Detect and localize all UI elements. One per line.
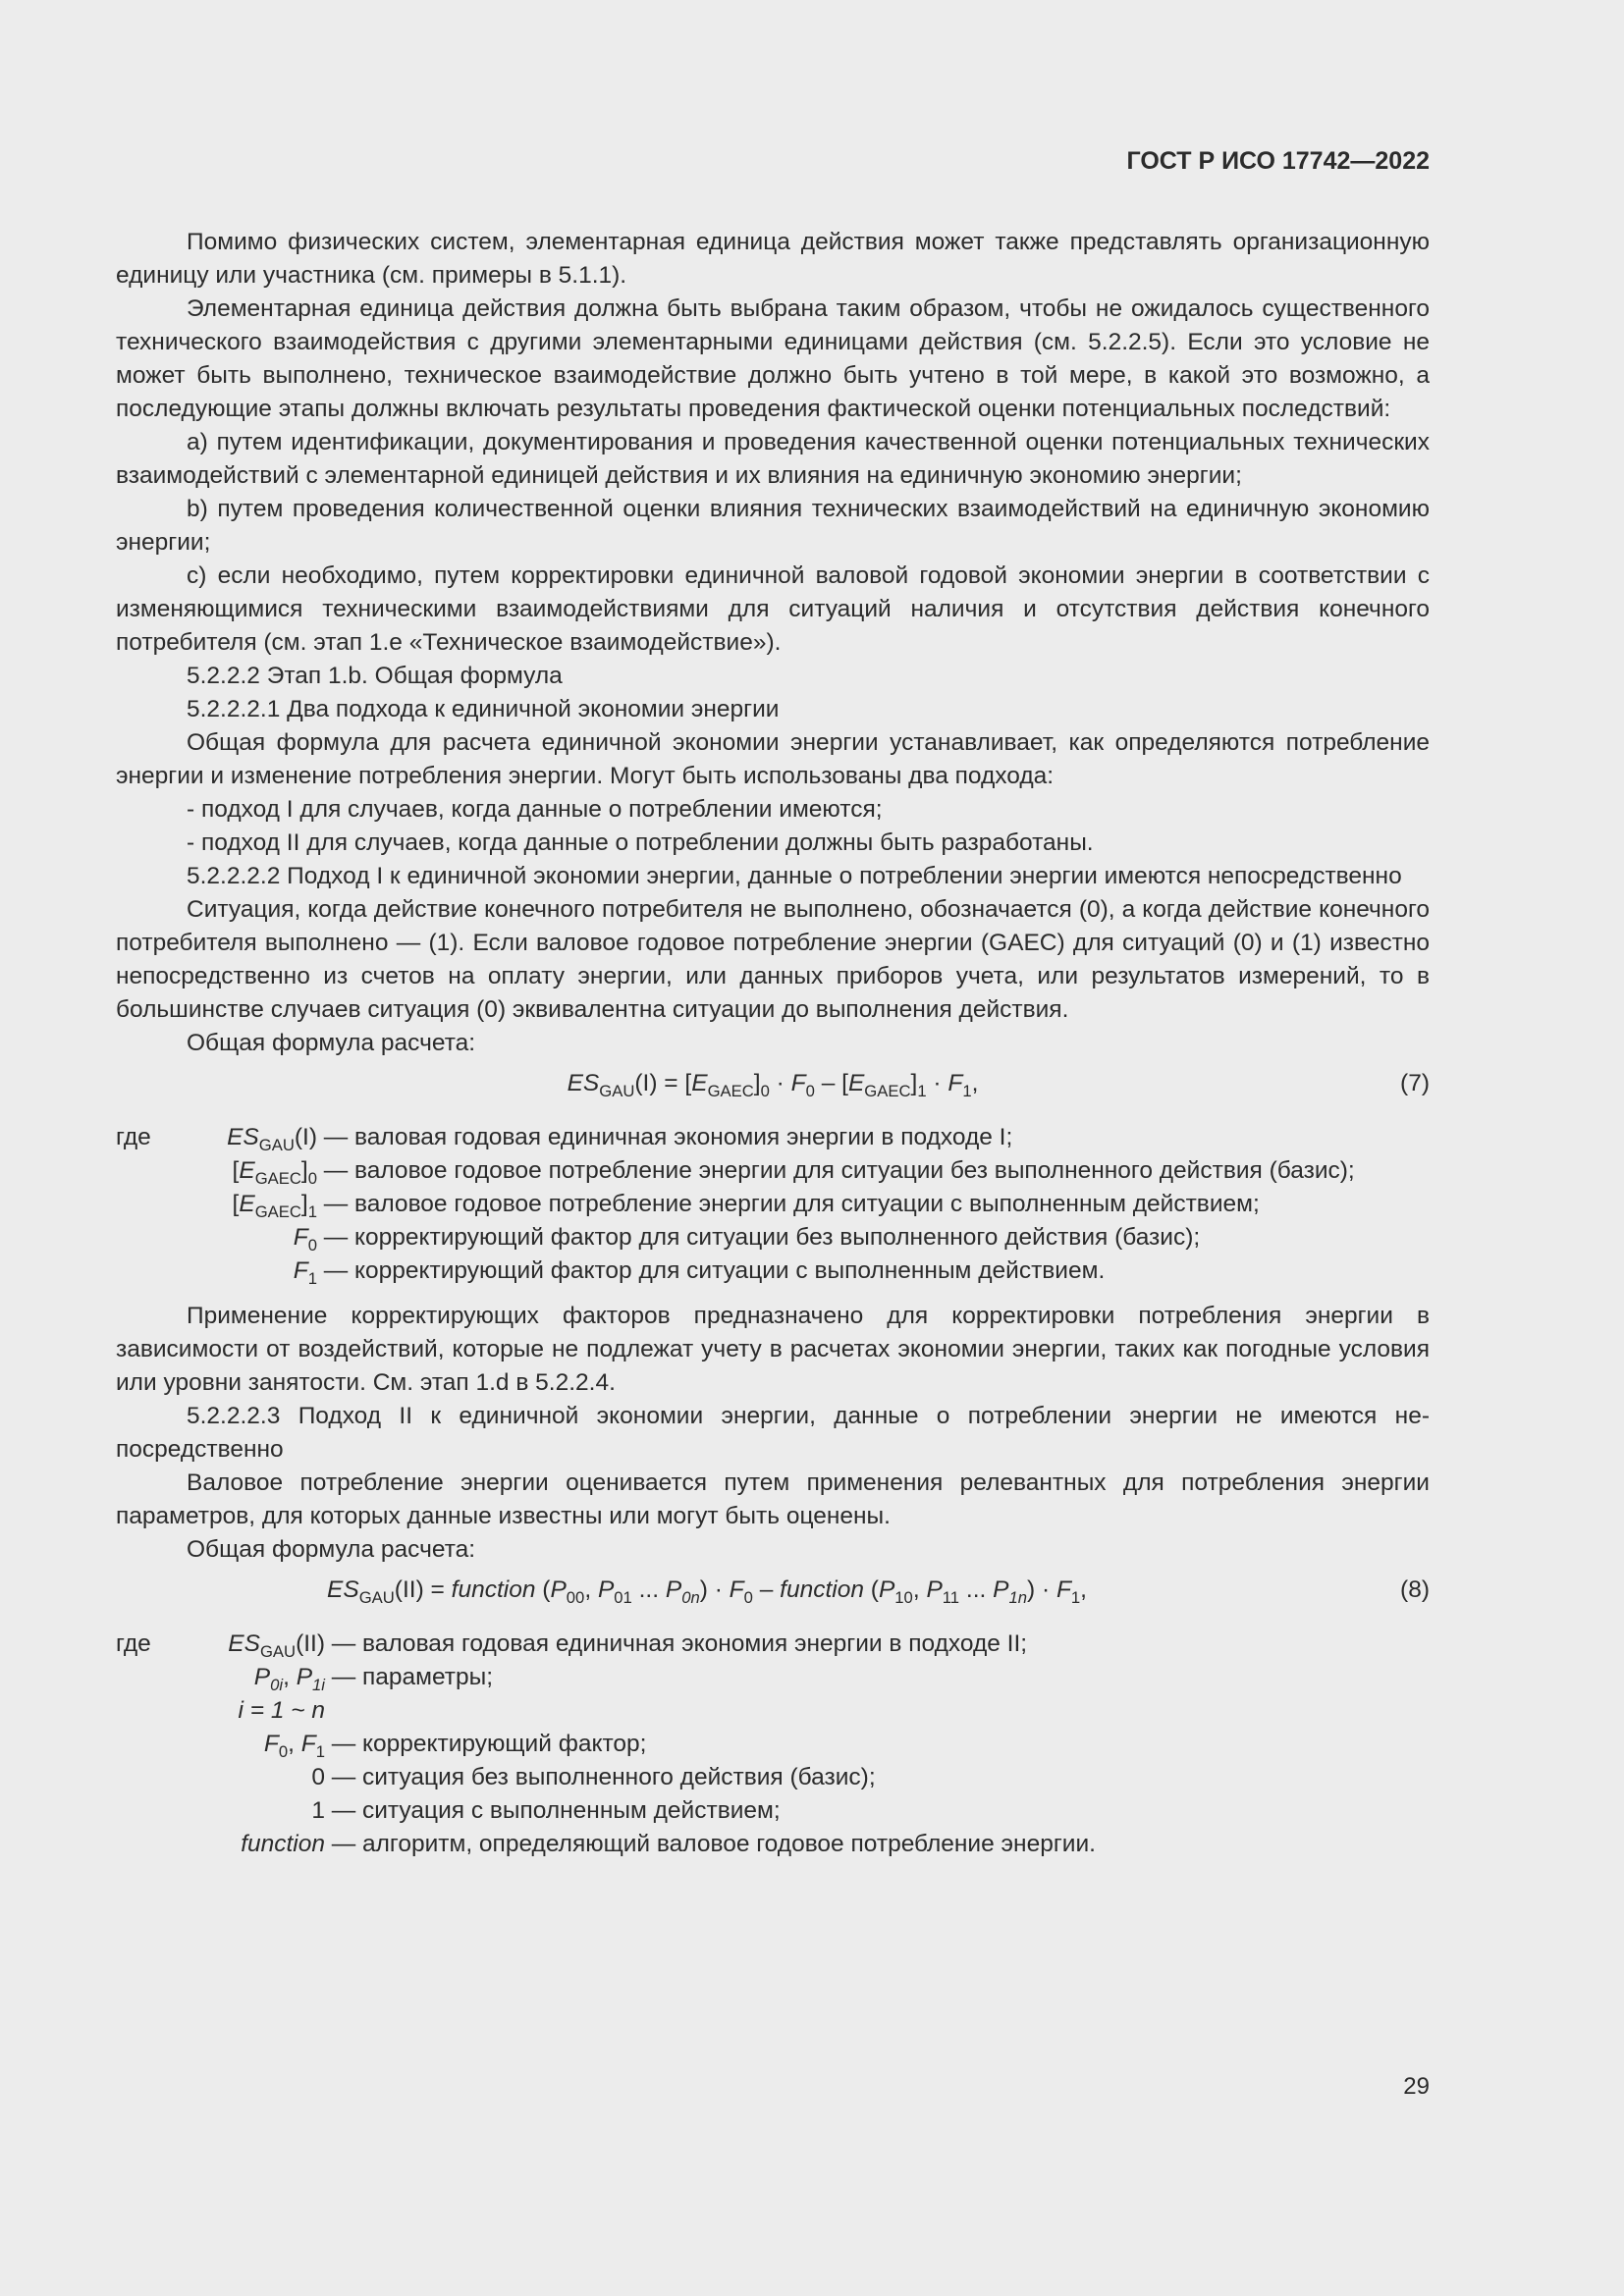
paragraph: Ситуация, когда действие конечного потребителя не выполнено, обозначается (0), а когда действие конечного потребителя выполнено — (1). Если валовое годовое потребление энергии (GAEC) для ситуаций (0) и (1) известно непосредственно из счетов на оплату энергии, или данных приборов учета, или результатов измерений, то в большинстве случаев ситуация (0) эквивалентна ситуации до выполнения действия. bbox=[116, 896, 1430, 1023]
where-description: валовая годовая единичная экономия энергии в подходе I; bbox=[354, 1124, 1013, 1150]
where-description: валовое годовое потребление энергии для ситуации без выполненного действия (базис); bbox=[354, 1157, 1355, 1184]
paragraph: Элементарная единица действия должна быть выбрана таким образом, чтобы не ожидалось существенного технического взаимодействия с другими элементарными единицами действия (см. 5.2.2.5). Если это условие не может быть выполнено, техническое взаимодействие должно быть учтено в той мере, в какой это возможно, а последующие этапы должны включать результаты проведения фактической оценки потенциальных последствий: bbox=[116, 295, 1430, 422]
formula-8-expression: $ES_{GAU}(II)$ = function ($P_{00}$, $P_{01}$ ... $P_{0n}) \cdot F_0$ – function ($P_{10}$, $P_{11}$ ... $P_{1n}) \cdot F_1$, bbox=[327, 1576, 1087, 1607]
paragraph: Помимо физических систем, элементарная единица действия может также представлять организационную единицу или участника (см. примеры в 5.1.1). bbox=[116, 229, 1430, 289]
formula-8 bbox=[116, 1569, 1430, 1618]
where-row: $F_1$ — корректирующий фактор для ситуации с выполненным действием. bbox=[116, 1255, 1430, 1288]
where-symbol: $F_0$ bbox=[293, 1224, 317, 1255]
where-row: где $ES_{GAU}(I)$ — валовая годовая единичная экономия энергии в подходе I; bbox=[116, 1121, 1430, 1154]
where-list-2 bbox=[116, 1628, 1430, 1861]
page-body bbox=[116, 226, 1430, 1873]
list-item: c) если необходимо, путем корректировки единичной валовой годовой экономии энергии в соответствии с изменяющимися техническими взаимодействиями для ситуаций наличия и отсутствия действия конечного потребителя (см. этап 1.e «Техническое взаимодействие»). bbox=[116, 562, 1430, 656]
where-symbol: $P_{0i}$, $P_{1i}$ bbox=[253, 1664, 325, 1694]
paragraph: Общая формула расчета: bbox=[187, 1030, 476, 1056]
formula-7 bbox=[116, 1062, 1430, 1111]
paragraph: Общая формула расчета: bbox=[187, 1536, 476, 1563]
where-row: $[E_{GAEC}]_1$ — валовое годовое потребление энергии для ситуации с выполненным действием; bbox=[116, 1188, 1430, 1221]
where-symbol: $[E_{GAEC}]_0$ bbox=[232, 1157, 317, 1188]
section-heading: 5.2.2.2.3 Подход II к единичной экономии энергии, данные о потреблении энергии не имеются непосредственно bbox=[116, 1403, 1430, 1463]
where-symbol: $ES_{GAU}(II)$ bbox=[228, 1630, 325, 1661]
where-description: алгоритм, определяющий валовое годовое потребление энергии. bbox=[362, 1831, 1096, 1857]
section-heading: 5.2.2.2.1 Два подхода к единичной экономии энергии bbox=[187, 696, 780, 722]
where-row: $F_0$ — корректирующий фактор для ситуации без выполненного действия (базис); bbox=[116, 1221, 1430, 1255]
where-row: $[E_{GAEC}]_0$ — валовое годовое потребление энергии для ситуации без выполненного действия (базис); bbox=[116, 1154, 1430, 1188]
where-symbol: $ES_{GAU}(I)$ bbox=[227, 1124, 317, 1154]
paragraph: Валовое потребление энергии оценивается путем применения релевантных для потребления энергии параметров, для которых данные известны или могут быть оценены. bbox=[116, 1469, 1430, 1529]
where-description: ситуация без выполненного действия (базис); bbox=[362, 1764, 876, 1790]
formula-7-expression: $ES_{GAU}(I) = [E_{GAEC}]_0 \cdot F_0 - [E_{GAEC}]_1 \cdot F_1$, bbox=[567, 1070, 979, 1100]
list-item: - подход II для случаев, когда данные о потреблении должны быть разработаны. bbox=[187, 829, 1094, 856]
where-label: где bbox=[116, 1630, 151, 1657]
where-description: корректирующий фактор для ситуации с выполненным действием. bbox=[354, 1257, 1106, 1284]
where-description: корректирующий фактор; bbox=[362, 1731, 647, 1757]
formula-8-number: (8) bbox=[1400, 1576, 1430, 1603]
where-symbol: $[E_{GAEC}]_1$ bbox=[232, 1191, 317, 1221]
where-description: ситуация с выполненным действием; bbox=[362, 1797, 781, 1824]
formula-7-number: (7) bbox=[1400, 1070, 1430, 1096]
where-row: 0 — ситуация без выполненного действия (базис); bbox=[116, 1761, 1430, 1794]
list-item: b) путем проведения количественной оценки влияния технических взаимодействий на единичную экономию энергии; bbox=[116, 496, 1430, 556]
where-description: параметры; bbox=[362, 1664, 494, 1690]
where-row: где $ES_{GAU}(II)$ — валовая годовая единичная экономия энергии в подходе II; bbox=[116, 1628, 1430, 1661]
where-symbol: i = 1 ~ n bbox=[238, 1697, 325, 1724]
where-symbol: function bbox=[241, 1831, 325, 1857]
where-symbol: $F_1$ bbox=[293, 1257, 317, 1288]
list-item: a) путем идентификации, документирования и проведения качественной оценки потенциальных технических взаимодействий с элементарной единицей действия и их влияния на единичную экономию энергии; bbox=[116, 429, 1430, 489]
section-heading: 5.2.2.2 Этап 1.b. Общая формула bbox=[187, 663, 563, 689]
list-item: - подход I для случаев, когда данные о потреблении имеются; bbox=[187, 796, 883, 823]
section-heading: 5.2.2.2.2 Подход I к единичной экономии энергии, данные о потреблении энергии имеются непосредственно bbox=[187, 863, 1402, 889]
where-description: валовое годовое потребление энергии для ситуации с выполненным действием; bbox=[354, 1191, 1260, 1217]
where-label: где bbox=[116, 1124, 151, 1150]
paragraph: Применение корректирующих факторов предназначено для корректировки потребления энергии в зависимости от воздействий, которые не подлежат учету в расчетах экономии энергии, таких как погодные условия или уровни занятости. См. этап 1.d в 5.2.2.4. bbox=[116, 1303, 1430, 1396]
document-code: ГОСТ Р ИСО 17742—2022 bbox=[1126, 147, 1430, 175]
where-row: $P_{0i}$, $P_{1i}$ — параметры; bbox=[116, 1661, 1430, 1694]
where-row bbox=[116, 1694, 1430, 1728]
paragraph: Общая формула для расчета единичной экономии энергии устанавливает, как определяются потребление энергии и изменение потребления энергии. Могут быть использованы два подхода: bbox=[116, 729, 1430, 789]
where-description: валовая годовая единичная экономия энергии в подходе II; bbox=[362, 1630, 1028, 1657]
where-symbol: $F_0$, $F_1$ bbox=[263, 1731, 325, 1761]
where-row: $F_0$, $F_1$ — корректирующий фактор; bbox=[116, 1728, 1430, 1761]
where-description: корректирующий фактор для ситуации без выполненного действия (базис); bbox=[354, 1224, 1201, 1251]
where-row: function — алгоритм, определяющий валовое годовое потребление энергии. bbox=[116, 1828, 1430, 1861]
page-number: 29 bbox=[1403, 2073, 1430, 2100]
where-list-1 bbox=[116, 1121, 1430, 1288]
where-row: 1 — ситуация с выполненным действием; bbox=[116, 1794, 1430, 1828]
where-symbol: 1 bbox=[311, 1797, 325, 1824]
where-symbol: 0 bbox=[311, 1764, 325, 1790]
